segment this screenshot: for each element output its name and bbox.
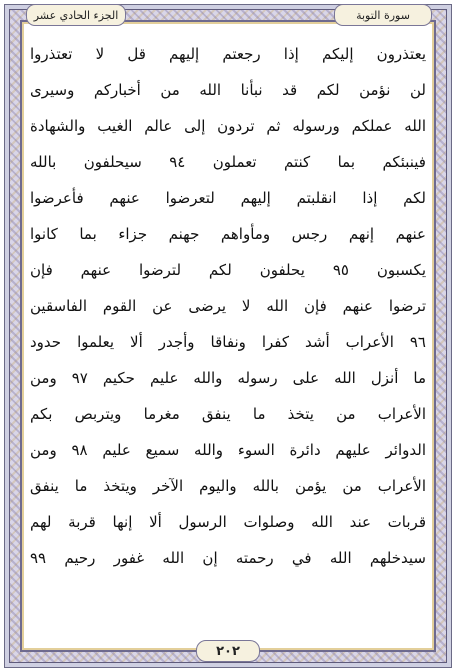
text-line: سيدخلهم الله في رحمته إن الله غفور رحيم ٩٩ — [30, 549, 426, 567]
page-number: ٢٠٢ — [216, 643, 240, 659]
text-line: لن نؤمن لكم قد نبأنا الله من أخباركم وسيرى — [30, 81, 426, 99]
text-line: قربات عند الله وصلوات الرسول ألا إنها قربة لهم — [30, 513, 426, 531]
text-line: فينبئكم بما كنتم تعملون ٩٤ سيحلفون بالله — [30, 153, 426, 171]
quran-text — [30, 36, 426, 616]
text-line: لكم إذا انقلبتم إليهم لتعرضوا عنهم فأعرضوا — [30, 189, 426, 207]
text-line: يكسبون ٩٥ يحلفون لكم لترضوا عنهم فإن — [30, 261, 426, 279]
juz-title: الجزء الحادي عشر — [33, 8, 119, 22]
text-line: الأعراب من يؤمن بالله واليوم الآخر ويتخذ ما ينفق — [30, 477, 426, 495]
text-line: عنهم إنهم رجس ومأواهم جهنم جزاء بما كانوا — [30, 225, 426, 243]
text-line: الدوائر عليهم دائرة السوء والله سميع عليم ٩٨ ومن — [30, 441, 426, 459]
text-line: الله عملكم ورسوله ثم تردون إلى عالم الغيب والشهادة — [30, 117, 426, 135]
text-line: ٩٦ الأعراب أشد كفرا ونفاقا وأجدر ألا يعلموا حدود — [30, 333, 426, 351]
text-line: يعتذرون إليكم إذا رجعتم إليهم قل لا تعتذروا — [30, 45, 426, 63]
text-line: ترضوا عنهم فإن الله لا يرضى عن القوم الفاسقين — [30, 297, 426, 315]
surah-title: سورة التوبة — [356, 8, 410, 22]
surah-header — [334, 4, 432, 26]
text-line: الأعراب من يتخذ ما ينفق مغرما ويتربص بكم — [30, 405, 426, 423]
text-line: ما أنزل الله على رسوله والله عليم حكيم ٩٧ ومن — [30, 369, 426, 387]
juz-header — [26, 4, 126, 26]
page-number-badge — [196, 640, 260, 662]
